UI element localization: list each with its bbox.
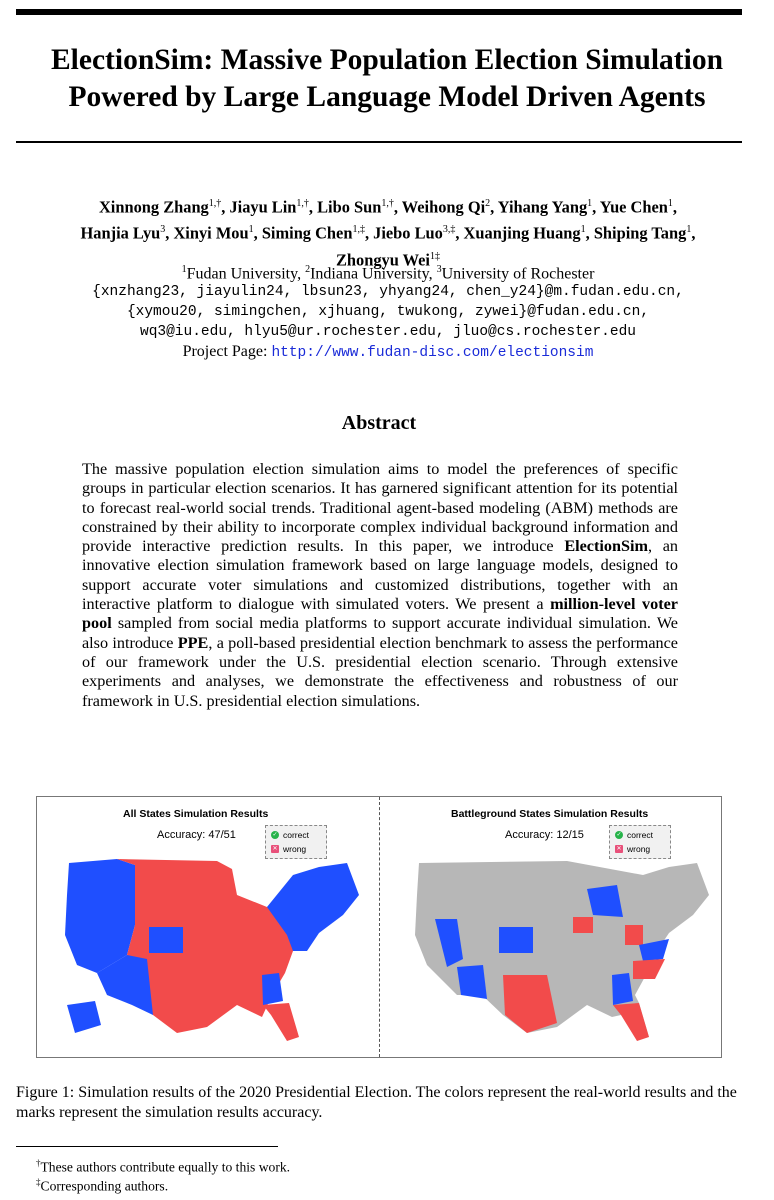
emails-line-2: {xymou20, simingchen, xjhuang, twukong, zywei}@fudan.edu.cn, bbox=[126, 304, 650, 320]
map-rep-florida bbox=[613, 1003, 649, 1041]
footnote-rule bbox=[16, 1146, 278, 1147]
abstract-text-1: The massive population election simulation aims to model the preferences of specific groups in particular election scenarios. It has garnered significant attention for its potential to forecast real-world social trends. Traditional agent-based modeling (ABM) methods are constrained by their ability to incorporate complex individual background information and provide interactive prediction results. In this paper, we introduce bbox=[82, 460, 678, 556]
author-name: Xinyi Mou bbox=[173, 223, 249, 243]
author-name: Xuanjing Huang bbox=[463, 223, 581, 243]
author-name: Weihong Qi bbox=[401, 197, 486, 217]
affiliation-name: Indiana University bbox=[310, 265, 429, 283]
emails-line-3: wq3@iu.edu, hlyu5@ur.rochester.edu, jluo@cs.rochester.edu bbox=[140, 324, 636, 340]
title-line-1: ElectionSim: Massive Population Election Simulation bbox=[51, 44, 723, 76]
affiliations: $^1$Fudan University, $^2$Indiana University, $^3$University of Rochester bbox=[181, 264, 595, 283]
title-bottom-rule bbox=[16, 141, 742, 143]
project-link[interactable]: http://www.fudan-disc.com/electionsim bbox=[271, 345, 594, 361]
author-affiliation-mark: 3,‡ bbox=[442, 224, 456, 236]
figure-divider bbox=[379, 797, 380, 1057]
author-name: Zhongyu Wei bbox=[336, 250, 430, 270]
legend-wrong-label: wrong bbox=[283, 844, 307, 854]
author-name: Hanjia Lyu bbox=[80, 223, 161, 243]
author-affiliation-mark: 1,† bbox=[296, 198, 309, 209]
footnote-equal-mark: † bbox=[36, 1158, 41, 1168]
all-states-map bbox=[57, 855, 367, 1045]
author-affiliation-mark: 1 bbox=[580, 224, 586, 236]
legend-correct-label: correct bbox=[627, 830, 653, 840]
map-rep-carolina bbox=[633, 959, 665, 979]
abstract-heading: Abstract bbox=[341, 412, 417, 434]
author-name: Libo Sun bbox=[317, 197, 382, 217]
map-dem-arizona bbox=[457, 965, 487, 999]
legend-correct bbox=[615, 830, 653, 840]
legend-wrong bbox=[271, 844, 306, 854]
left-legend bbox=[265, 825, 327, 859]
figure-caption: Figure 1: Simulation results of the 2020 Presidential Election. The colors represent the real-world results and the marks represent the simulation results accuracy. bbox=[16, 1084, 737, 1121]
author-affiliation-mark: 1,† bbox=[208, 198, 222, 209]
author-line-1: Xinnong Zhang$^{1,\dagger}$, Jiayu Lin$^{1,\dagger}$, Libo Sun$^{1,\dagger}$, Weihong Qi$^2$, Yihang Yang$^1$, Yue Chen$^1$, bbox=[98, 197, 678, 217]
title-line-2: Powered by Large Language Model Driven Agents bbox=[68, 81, 706, 113]
author-affiliation-mark: 1 bbox=[667, 198, 673, 209]
author-affiliation-mark: 1 bbox=[248, 224, 254, 236]
map-rep-florida bbox=[263, 1003, 299, 1041]
map-dem-region bbox=[65, 859, 135, 973]
right-accuracy: Accuracy: 12/15 bbox=[505, 829, 584, 841]
author-name: Jiebo Luo bbox=[373, 223, 443, 243]
right-legend bbox=[609, 825, 671, 859]
author-affiliation-mark: 1,† bbox=[381, 198, 394, 209]
author-affiliation-mark: 2 bbox=[485, 198, 491, 209]
author-name: Shiping Tang bbox=[593, 223, 687, 243]
abstract-bold-voter-pool: million-level voter pool bbox=[82, 595, 678, 633]
author-affiliation-mark: 3 bbox=[160, 224, 166, 236]
abstract-text-2: , an innovative election simulation framework based on large language models, designed to support accurate voter simulations and customized distributions, together with an interactive platform to dialogue with simulated voters. We present a bbox=[82, 537, 679, 614]
abstract-text-4: , a poll-based presidential election benchmark to assess the performance of our framework under the U.S. presidential election scenario. Through extensive experiments and analyses, we demonstrate the effectiveness and robustness of our framework in U.S. presidential election simulations. bbox=[82, 633, 678, 710]
cross-icon: ✕ bbox=[616, 846, 622, 852]
check-icon: ✓ bbox=[616, 832, 622, 838]
author-name: Xinnong Zhang bbox=[98, 197, 209, 217]
abstract-bold-electionsim: ElectionSim bbox=[564, 537, 648, 556]
map-rep-iowa bbox=[573, 917, 593, 933]
author-name: Jiayu Lin bbox=[229, 197, 297, 217]
legend-wrong-label: wrong bbox=[627, 844, 651, 854]
map-rep-ohio bbox=[625, 925, 643, 945]
emails-line-1: {xnzhang23, jiayulin24, lbsun23, yhyang24, chen_y24}@m.fudan.edu.cn, bbox=[92, 284, 684, 300]
legend-wrong bbox=[615, 844, 650, 854]
right-panel-title: Battleground States Simulation Results bbox=[451, 808, 649, 820]
paper-title bbox=[16, 42, 758, 116]
author-name: Yihang Yang bbox=[497, 197, 588, 217]
abstract-bold-ppe: PPE bbox=[177, 633, 209, 652]
cross-icon: ✕ bbox=[272, 846, 278, 852]
footnote-corresponding bbox=[36, 1173, 168, 1196]
affiliation-mark: 1 bbox=[181, 264, 187, 275]
footnote-equal-text: These authors contribute equally to this work. bbox=[40, 1159, 291, 1175]
figure-1 bbox=[36, 796, 722, 1058]
map-dem-alaska bbox=[67, 1001, 101, 1033]
footnote-corr-mark: ‡ bbox=[36, 1177, 41, 1187]
affiliation-name: University of Rochester bbox=[441, 265, 595, 283]
author-affiliation-mark: 1 bbox=[587, 198, 593, 209]
author-line-2: Hanjia Lyu$^3$, Xinyi Mou$^1$, Siming Chen$^{1,\ddagger}$, Jiebo Luo$^{3,\ddagger}$, Xuanjing Huang$^1$, Shiping Tang$^1$, bbox=[80, 223, 696, 243]
author-name: Siming Chen bbox=[261, 223, 353, 243]
abstract-text-3: sampled from social media platforms to support accurate individual simulation. We also introduce bbox=[82, 614, 678, 652]
affiliation-mark: 2 bbox=[305, 264, 311, 275]
author-affiliation-mark: 1‡ bbox=[429, 250, 440, 262]
footnote-corr-text: Corresponding authors. bbox=[40, 1178, 169, 1194]
check-icon: ✓ bbox=[272, 832, 278, 838]
map-dem-colorado bbox=[149, 927, 183, 953]
left-accuracy: Accuracy: 47/51 bbox=[157, 829, 236, 841]
author-affiliation-mark: 1,‡ bbox=[352, 224, 365, 236]
map-dem-colorado bbox=[499, 927, 533, 953]
author-affiliation-mark: 1 bbox=[686, 224, 692, 236]
map-dem-midwest bbox=[587, 885, 623, 917]
project-label: Project Page: bbox=[182, 343, 268, 360]
legend-correct bbox=[271, 830, 309, 840]
affiliation-mark: 3 bbox=[436, 264, 442, 275]
abstract-body bbox=[82, 460, 678, 711]
left-panel-title: All States Simulation Results bbox=[123, 808, 269, 820]
top-rule bbox=[16, 9, 742, 15]
project-page bbox=[30, 342, 746, 363]
author-name: Yue Chen bbox=[599, 197, 668, 217]
affiliation-name: Fudan University bbox=[186, 265, 298, 283]
legend-correct-label: correct bbox=[283, 830, 309, 840]
battleground-states-map bbox=[407, 855, 717, 1045]
